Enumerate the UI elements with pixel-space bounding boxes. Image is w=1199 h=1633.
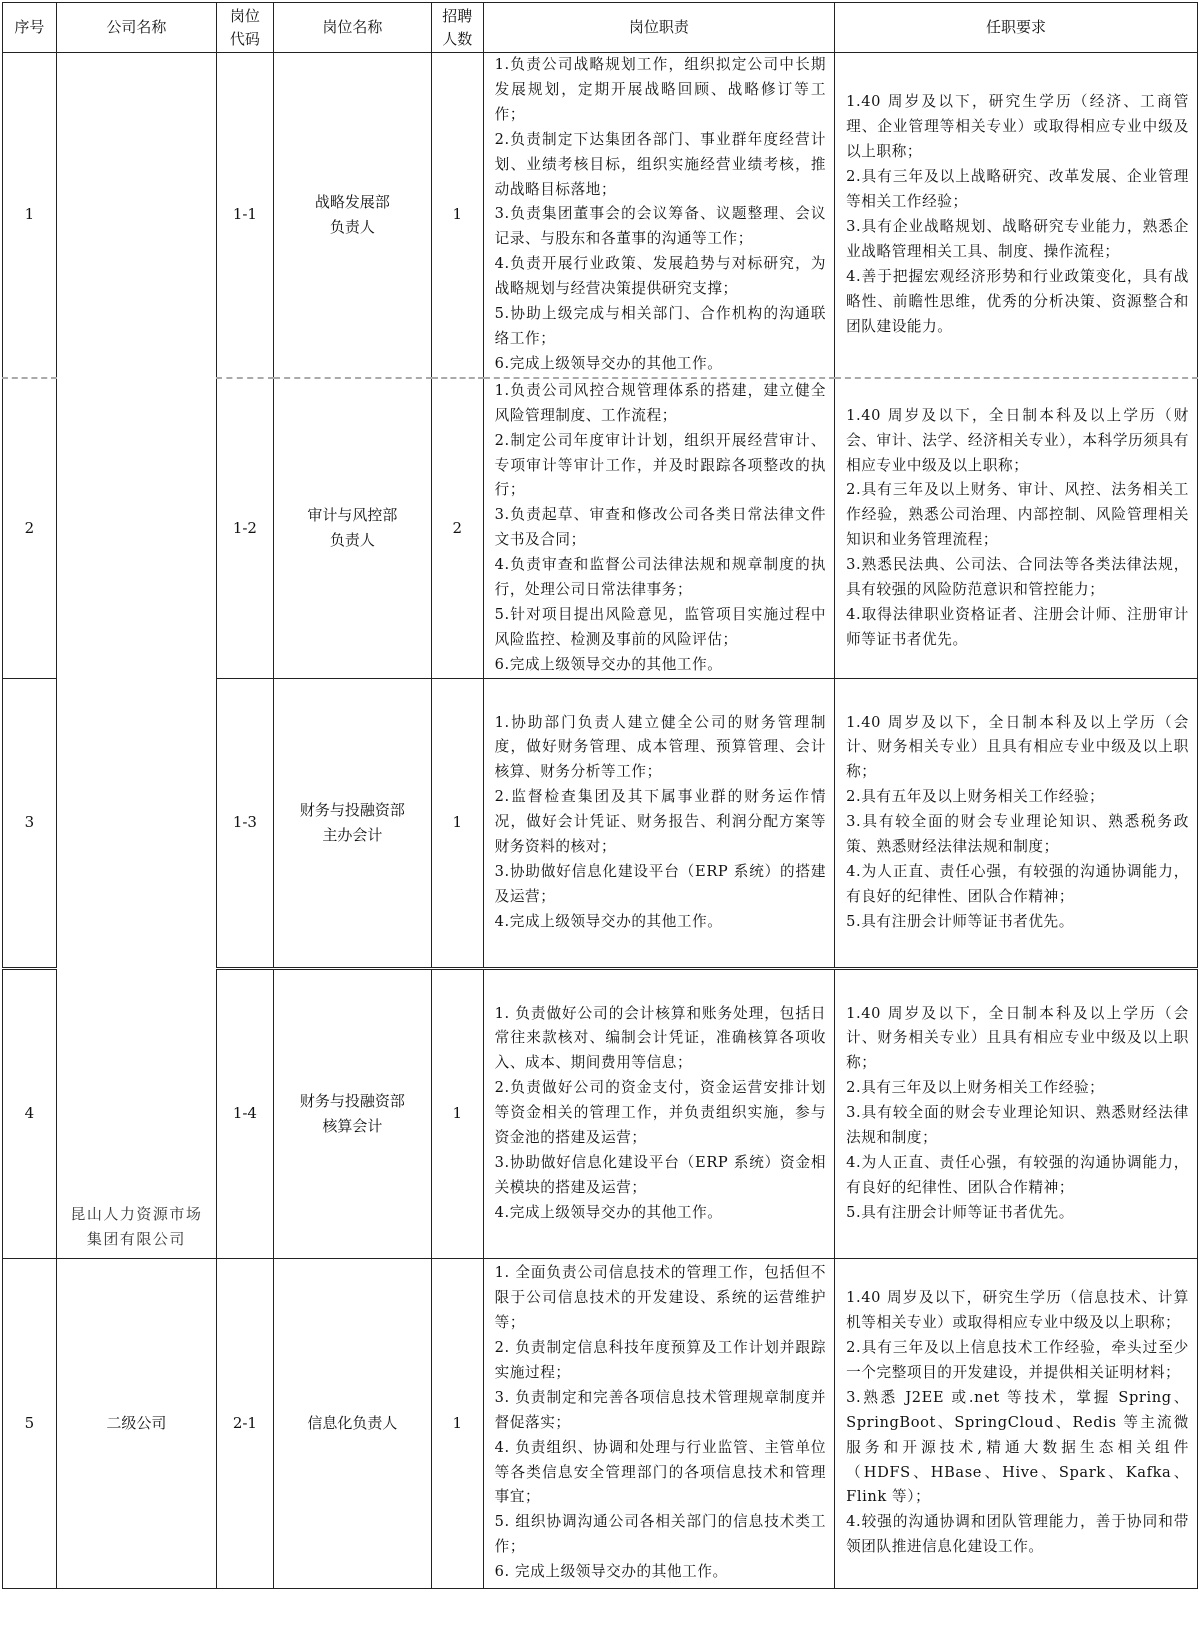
requirement-item: 4.较强的沟通协调和团队管理能力，善于协同和带领团队推进信息化建设工作。: [846, 1513, 1189, 1556]
header-count-line2: 人数: [442, 29, 473, 48]
position-code: 1-3: [216, 678, 273, 968]
requirement-item: 2.具有三年及以上战略研究、改革发展、企业管理等相关工作经验；: [846, 168, 1189, 210]
position-name-line1: 审计与风控部: [307, 506, 398, 525]
position-name: [273, 378, 431, 678]
duty-item: 2.监督检查集团及其下属事业群的财务运作情况，做好会计凭证、财务报告、利润分配方案等财务资料的核对；: [494, 788, 827, 856]
hire-count: 1: [431, 1258, 483, 1588]
duty-item: 1.负责公司战略规划工作，组织拟定公司中长期发展规划，定期开展战略回顾、战略修订等工作；: [494, 56, 827, 123]
requirements-cell: [835, 678, 1198, 968]
position-code: 2-1: [216, 1258, 273, 1588]
position-name-line2: 核算会计: [322, 1116, 383, 1135]
requirement-item: 4.为人正直、责任心强，有较强的沟通协调能力，有良好的纪律性、团队合作精神；: [846, 863, 1189, 905]
position-name-line2: 负责人: [329, 531, 375, 550]
duty-item: 1.负责公司风控合规管理体系的搭建，建立健全风险管理制度、工作流程；: [494, 381, 827, 424]
requirement-item: 4.为人正直、责任心强，有较强的沟通协调能力，有良好的纪律性、团队合作精神；: [846, 1154, 1189, 1196]
duty-item: 6.完成上级领导交办的其他工作。: [494, 354, 723, 372]
requirement-item: 4.善于把握宏观经济形势和行业政策变化，具有战略性、前瞻性思维，优秀的分析决策、资源整合和团队建设能力。: [846, 267, 1189, 335]
header-count-line1: 招聘: [442, 6, 473, 25]
company-name-line1: 昆山人力资源市场: [70, 1204, 203, 1223]
requirement-item: 2.具有三年及以上信息技术工作经验，牵头过至少一个完整项目的开发建设，并提供相关证明材料；: [846, 1338, 1189, 1381]
requirements-cell: [835, 968, 1198, 1258]
requirement-item: 2.具有五年及以上财务相关工作经验；: [846, 788, 1105, 806]
duty-item: 2.负责制定下达集团各部门、事业群年度经营计划、业绩考核目标，组织实施经营业绩考核，推动战略目标落地；: [494, 130, 827, 198]
duty-item: 1.协助部门负责人建立健全公司的财务管理制度，做好财务管理、成本管理、预算管理、会计核算、财务分析等工作；: [494, 713, 827, 781]
duty-item: 1. 全面负责公司信息技术的管理工作，包括但不限于公司信息技术的开发建设、系统的运营维护等；: [494, 1264, 827, 1332]
row-index: 5: [3, 1258, 57, 1588]
duty-item: 3. 负责制定和完善各项信息技术管理规章制度并督促落实；: [494, 1388, 827, 1431]
duty-item: 3.负责集团董事会的会议筹备、议题整理、会议记录、与股东和各董事的沟通等工作；: [494, 205, 827, 248]
duty-item: 4.完成上级领导交办的其他工作。: [494, 1203, 723, 1221]
row-index: 3: [3, 678, 57, 968]
header-code-line2: 代码: [229, 29, 260, 48]
requirements-cell: [835, 1258, 1198, 1588]
duty-item: 1. 负责做好公司的会计核算和账务处理，包括日常往来款核对、编制会计凭证，准确核算各项收入、成本、期间费用等信息；: [494, 1004, 827, 1072]
company-name-cell: [56, 53, 216, 1259]
requirement-item: 3.熟悉民法典、公司法、合同法等各类法律法规，具有较强的风险防范意识和管控能力；: [846, 556, 1189, 599]
requirement-item: 3.熟悉 J2EE 或.net 等技术，掌握 Spring、SpringBoot、SpringCloud、Redis 等主流微服务和开源技术,精通大数据生态相关组件（HDFS、HBase、Hive、Spark、Kafka、Flink 等）；: [846, 1388, 1189, 1506]
header-code-line1: 岗位: [229, 6, 260, 25]
requirement-item: 3.具有较全面的财会专业理论知识、熟悉财经法律法规和制度；: [846, 1104, 1189, 1147]
row-index: 2: [3, 378, 57, 678]
position-code: 1-1: [216, 53, 273, 378]
duties-cell: [483, 1258, 834, 1588]
duty-item: 3.协助做好信息化建设平台（ERP 系统）资金相关模块的搭建及运营；: [494, 1154, 827, 1196]
table-row: [3, 1258, 1198, 1588]
header-company: 公司名称: [56, 3, 216, 53]
requirement-item: 5.具有注册会计师等证书者优先。: [846, 1203, 1074, 1221]
position-name-line1: 财务与投融资部: [299, 800, 405, 819]
duty-item: 5.协助上级完成与相关部门、合作机构的沟通联络工作；: [494, 305, 827, 347]
duty-item: 4. 负责组织、协调和处理与行业监管、主管单位等各类信息安全管理部门的各项信息技术和管理事宜；: [494, 1438, 827, 1506]
row-index: 1: [3, 53, 57, 378]
hire-count: 1: [431, 53, 483, 378]
header-position: 岗位名称: [273, 3, 431, 53]
position-name-line1: 战略发展部: [314, 192, 390, 211]
requirement-item: 2.具有三年及以上财务相关工作经验；: [846, 1079, 1105, 1097]
requirement-item: 3.具有较全面的财会专业理论知识、熟悉税务政策、熟悉财经法律法规和制度；: [846, 813, 1189, 856]
requirement-item: 1.40 周岁及以下，全日制本科及以上学历（会计、财务相关专业）且具有相应专业中级及以上职称；: [846, 713, 1189, 781]
position-name-line2: 负责人: [329, 217, 375, 236]
header-duties: 岗位职责: [483, 3, 834, 53]
duty-item: 6. 完成上级领导交办的其他工作。: [494, 1563, 728, 1581]
header-index: 序号: [3, 3, 57, 53]
position-name-line1: 信息化负责人: [307, 1413, 398, 1432]
requirement-item: 5.具有注册会计师等证书者优先。: [846, 912, 1074, 930]
position-name: [273, 968, 431, 1258]
duty-item: 2.制定公司年度审计计划，组织开展经营审计、专项审计等审计工作，并及时跟踪各项整改的执行；: [494, 431, 827, 499]
requirement-item: 3.具有企业战略规划、战略研究专业能力，熟悉企业战略管理相关工具、制度、操作流程；: [846, 217, 1189, 260]
requirement-item: 1.40 周岁及以下，研究生学历（信息技术、计算机等相关专业）或取得相应专业中级及以上职称；: [846, 1289, 1189, 1332]
duty-item: 2.负责做好公司的资金支付，资金运营安排计划等资金相关的管理工作，并负责组织实施，参与资金池的搭建及运营；: [494, 1079, 827, 1147]
position-name-line1: 财务与投融资部: [299, 1091, 405, 1110]
requirement-item: 1.40 周岁及以下，全日制本科及以上学历（财会、审计、法学、经济相关专业），本科学历须具有相应专业中级及以上职称；: [846, 406, 1189, 474]
position-name: [273, 53, 431, 378]
position-code: 1-2: [216, 378, 273, 678]
duties-cell: [483, 378, 834, 678]
recruitment-table: [2, 2, 1198, 1589]
position-code: 1-4: [216, 968, 273, 1258]
duty-item: 4.完成上级领导交办的其他工作。: [494, 912, 723, 930]
requirements-cell: [835, 53, 1198, 378]
requirement-item: 1.40 周岁及以下，研究生学历（经济、工商管理、企业管理等相关专业）或取得相应专业中级及以上职称；: [846, 93, 1189, 161]
row-index: 4: [3, 968, 57, 1258]
table-row: [3, 53, 1198, 378]
company-name-cell: 二级公司: [56, 1258, 216, 1588]
header-requirements: 任职要求: [835, 3, 1198, 53]
duty-item: 4.负责审查和监督公司法律法规和规章制度的执行，处理公司日常法律事务；: [494, 556, 827, 599]
duties-cell: [483, 53, 834, 378]
position-name: [273, 1258, 431, 1588]
duty-item: 6.完成上级领导交办的其他工作。: [494, 655, 723, 673]
requirements-cell: [835, 378, 1198, 678]
duty-item: 5. 组织协调沟通公司各相关部门的信息技术类工作；: [494, 1513, 827, 1556]
header-count: [431, 3, 483, 53]
hire-count: 2: [431, 378, 483, 678]
header-row: [3, 3, 1198, 53]
requirement-item: 4.取得法律职业资格证者、注册会计师、注册审计师等证书者优先。: [846, 605, 1189, 648]
requirement-item: 2.具有三年及以上财务、审计、风控、法务相关工作经验，熟悉公司治理、内部控制、风险管理相关知识和业务管理流程；: [846, 481, 1189, 549]
requirement-item: 1.40 周岁及以下，全日制本科及以上学历（会计、财务相关专业）且具有相应专业中级及以上职称；: [846, 1004, 1189, 1072]
hire-count: 1: [431, 678, 483, 968]
duty-item: 3.负责起草、审查和修改公司各类日常法律文件文书及合同；: [494, 506, 827, 549]
duty-item: 5.针对项目提出风险意见，监管项目实施过程中风险监控、检测及事前的风险评估；: [494, 605, 827, 648]
header-code: [216, 3, 273, 53]
position-name: [273, 678, 431, 968]
duty-item: 4.负责开展行业政策、发展趋势与对标研究，为战略规划与经营决策提供研究支撑；: [494, 255, 827, 298]
duty-item: 2. 负责制定信息科技年度预算及工作计划并跟踪实施过程；: [494, 1338, 827, 1381]
hire-count: 1: [431, 968, 483, 1258]
company-name-line2: 集团有限公司: [86, 1229, 186, 1248]
position-name-line2: 主办会计: [322, 825, 383, 844]
duties-cell: [483, 968, 834, 1258]
duty-item: 3.协助做好信息化建设平台（ERP 系统）的搭建及运营；: [494, 863, 827, 905]
duties-cell: [483, 678, 834, 968]
